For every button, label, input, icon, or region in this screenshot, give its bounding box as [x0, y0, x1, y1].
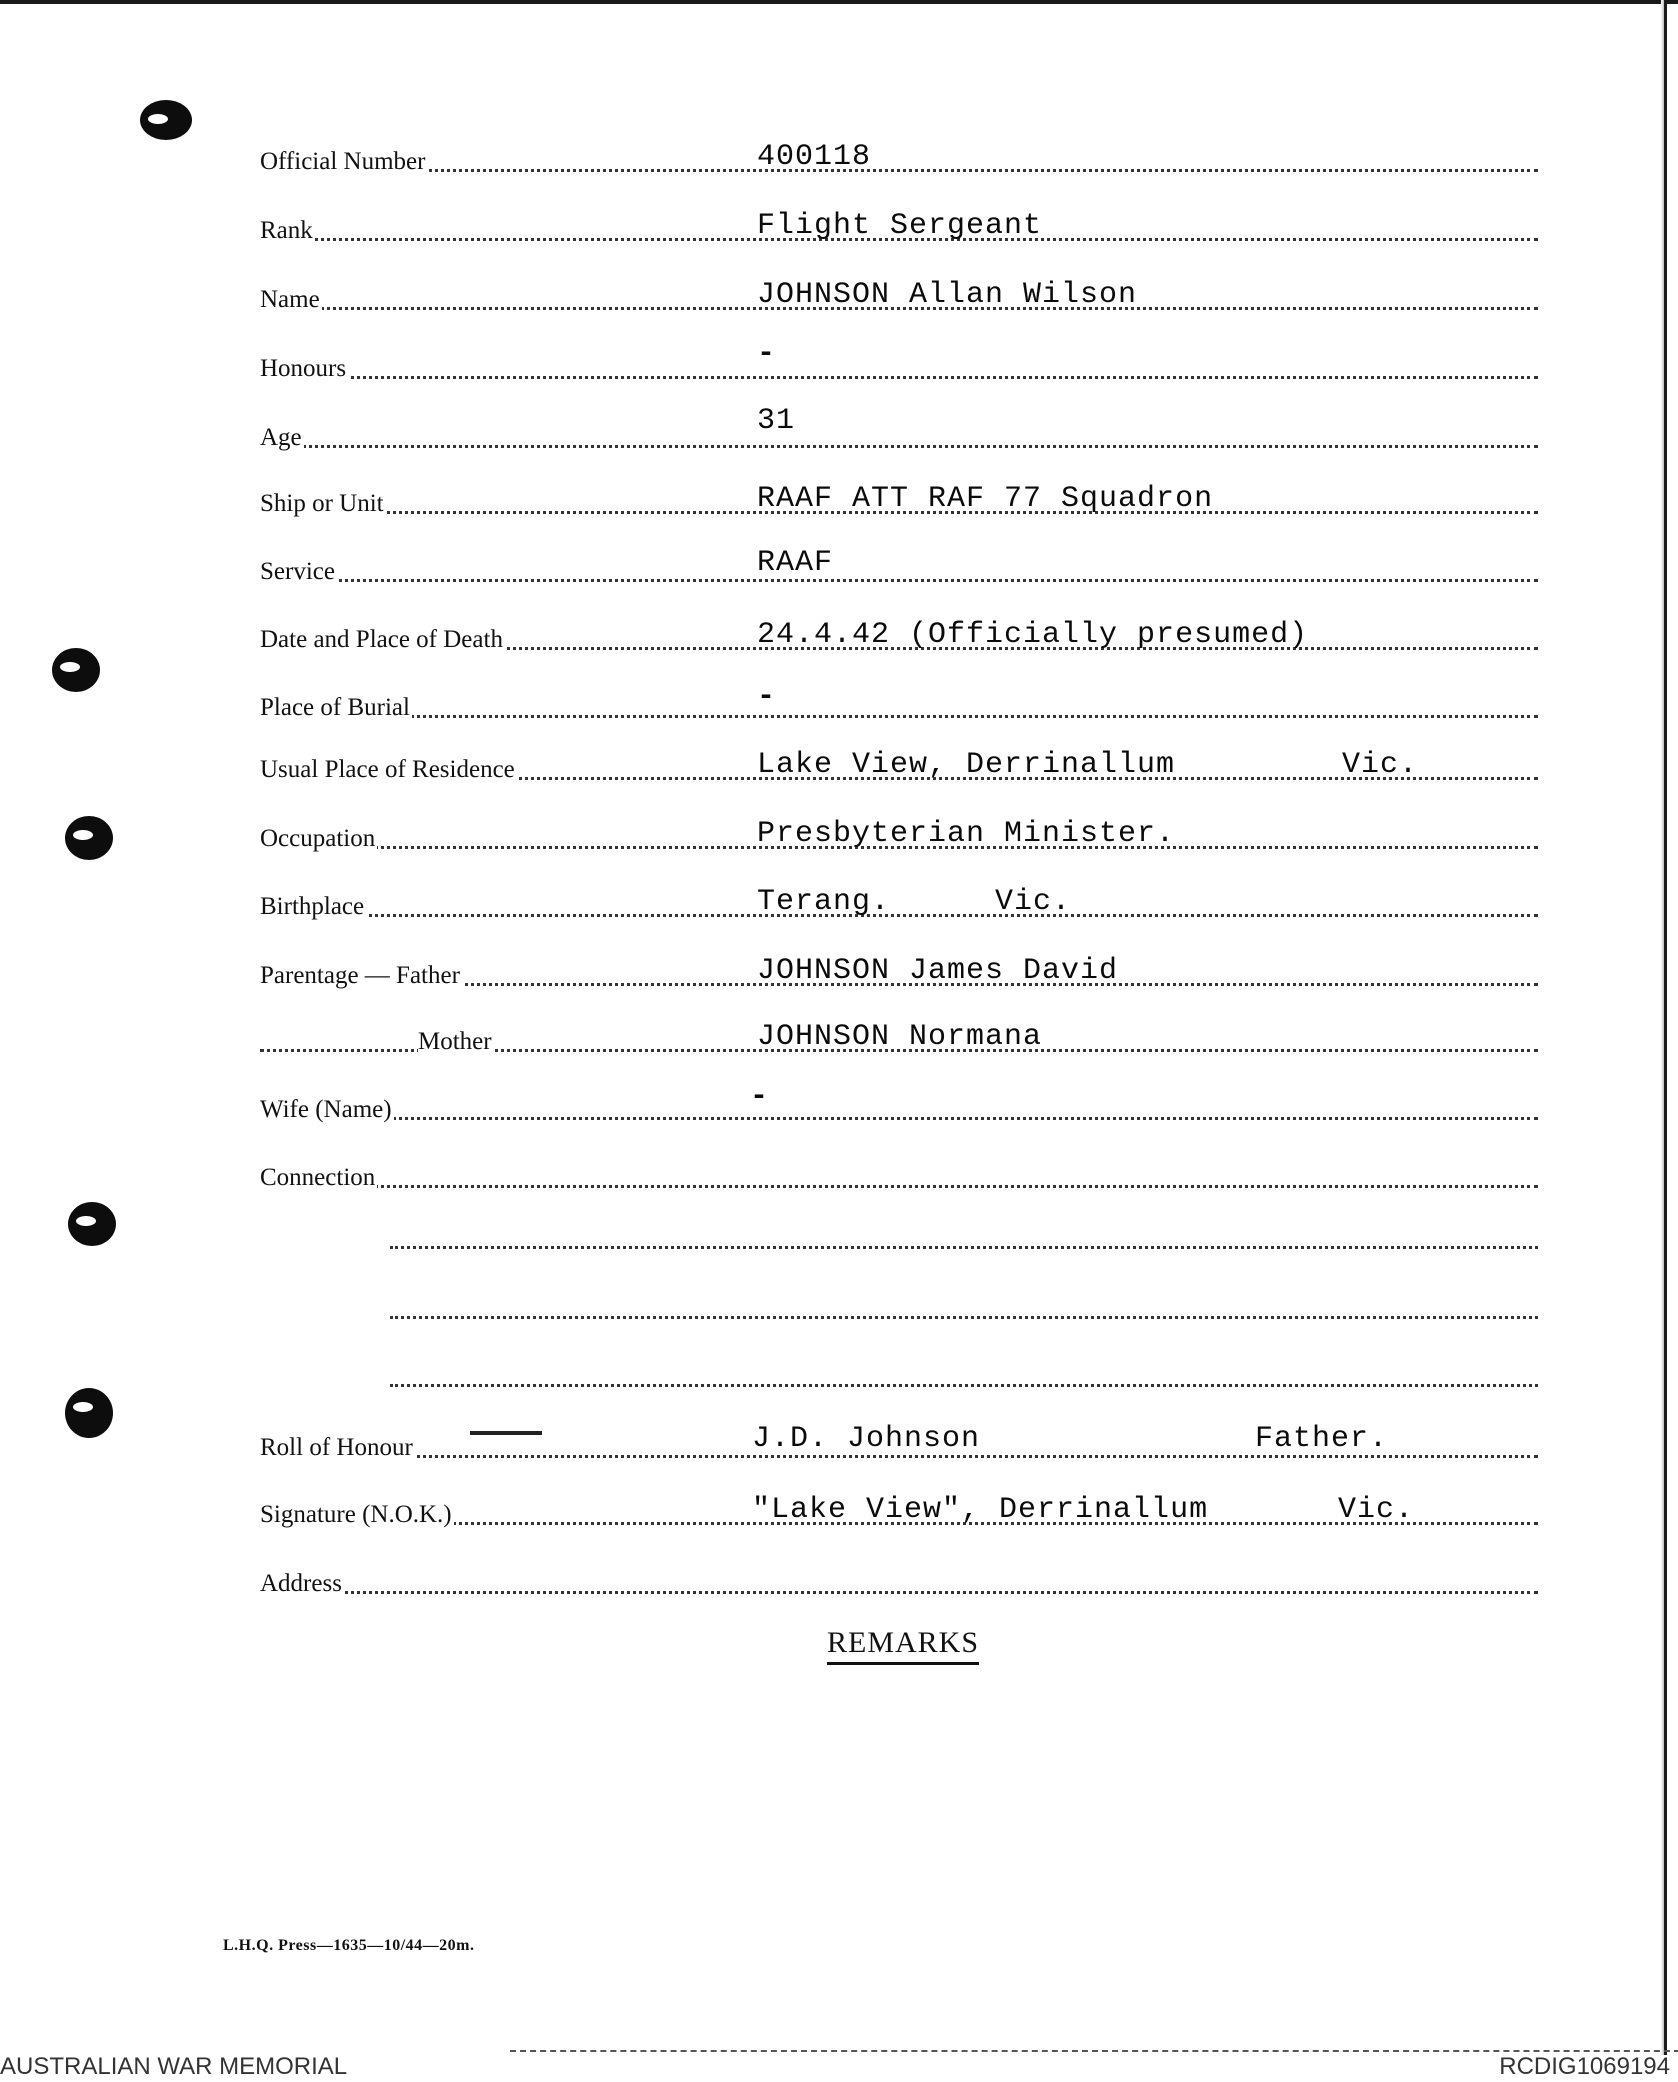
- field-label: Name: [260, 286, 320, 313]
- field-value-state: Vic.: [1342, 748, 1419, 782]
- connection-line-3: [390, 1313, 1538, 1319]
- field-connection: [260, 1152, 1538, 1192]
- field-service: [260, 546, 1538, 586]
- field-value: 24.4.42 (Officially presumed): [757, 618, 1309, 652]
- connection-line-4: [390, 1381, 1538, 1387]
- dotted-line: [260, 1591, 1538, 1594]
- dotted-line: [260, 1185, 1538, 1188]
- field-label: Date and Place of Death: [260, 626, 503, 653]
- field-label: Wife (Name): [260, 1096, 392, 1123]
- footer-record-id: RCDIG1069194: [1499, 2053, 1670, 2080]
- field-value: JOHNSON James David: [757, 954, 1119, 988]
- field-value: Flight Sergeant: [757, 209, 1043, 243]
- field-label: Roll of Honour: [260, 1434, 413, 1461]
- field-label: Address: [260, 1570, 342, 1597]
- field-label: Place of Burial: [260, 694, 410, 721]
- field-label: Occupation: [260, 825, 376, 852]
- dotted-line: [260, 914, 1538, 917]
- dotted-line: [260, 376, 1538, 379]
- field-value: Lake View, Derrinallum: [757, 748, 1176, 782]
- field-birthplace: [260, 881, 1538, 921]
- dotted-line: [260, 1117, 1538, 1120]
- field-value: Terang.: [757, 885, 891, 919]
- field-value-state: Vic.: [995, 885, 1072, 919]
- field-label: Birthplace: [260, 893, 365, 920]
- field-value: RAAF ATT RAF 77 Squadron: [757, 482, 1214, 516]
- field-label: Ship or Unit: [260, 490, 384, 517]
- field-value: 400118: [757, 140, 872, 174]
- remarks-heading: REMARKS: [827, 1626, 979, 1665]
- field-label: Usual Place of Residence: [260, 756, 515, 783]
- field-honours: [260, 337, 1538, 383]
- field-value: Presbyterian Minister.: [757, 817, 1176, 851]
- field-label: Honours: [260, 355, 347, 382]
- field-value: JOHNSON Allan Wilson: [757, 278, 1138, 312]
- field-ship-or-unit: [260, 478, 1538, 518]
- field-value-state: Vic.: [1338, 1493, 1415, 1527]
- punch-hole-3: [65, 816, 113, 860]
- field-label: Rank: [260, 217, 313, 244]
- field-value: "Lake View", Derrinallum: [752, 1493, 1209, 1527]
- scan-edge-top: [0, 0, 1678, 10]
- field-official-number: [260, 136, 1538, 176]
- field-label: Service: [260, 558, 335, 585]
- printer-imprint: L.H.Q. Press—1635—10/44—20m.: [223, 1937, 475, 1954]
- field-value: RAAF: [757, 546, 834, 580]
- field-label: Signature (N.O.K.): [260, 1501, 452, 1528]
- punch-hole-1: [140, 100, 192, 140]
- field-mother: [260, 1016, 1538, 1056]
- field-value: J.D. Johnson: [752, 1422, 981, 1456]
- field-wife-name: [260, 1080, 1538, 1124]
- connection-line-2: [390, 1243, 1538, 1249]
- field-age: [260, 404, 1538, 452]
- field-label: Parentage — Father: [260, 962, 460, 989]
- punch-hole-4: [68, 1202, 116, 1246]
- field-value: -: [750, 1080, 770, 1114]
- field-value: 31: [757, 404, 796, 438]
- field-usual-residence: [260, 744, 1538, 784]
- dotted-line: [260, 715, 1538, 718]
- field-value: -: [757, 337, 777, 371]
- footer-archive-name: AUSTRALIAN WAR MEMORIAL: [0, 2053, 348, 2080]
- field-value: -: [757, 680, 777, 714]
- roll-of-honour-dash: [470, 1431, 542, 1435]
- field-label: Connection: [260, 1164, 376, 1191]
- field-date-place-of-death: [260, 614, 1538, 654]
- dotted-line: [260, 579, 1538, 582]
- field-signature-nok: [260, 1489, 1538, 1529]
- field-roll-of-honour: [260, 1422, 1538, 1462]
- punch-hole-2: [52, 648, 100, 692]
- dotted-line: [260, 169, 1538, 172]
- dotted-line: [260, 445, 1538, 448]
- punch-hole-5: [65, 1388, 113, 1438]
- field-label: Official Number: [260, 148, 426, 175]
- field-rank: [260, 205, 1538, 245]
- scan-edge-right: [1664, 0, 1678, 2055]
- field-value-relation: Father.: [1255, 1422, 1389, 1456]
- field-occupation: [260, 813, 1538, 853]
- field-address: [260, 1558, 1538, 1598]
- field-value: JOHNSON Normana: [757, 1020, 1043, 1054]
- field-place-of-burial: [260, 682, 1538, 722]
- field-father: [260, 950, 1538, 990]
- field-label: Mother: [418, 1028, 492, 1055]
- field-label: Age: [260, 424, 302, 451]
- field-name: [260, 274, 1538, 314]
